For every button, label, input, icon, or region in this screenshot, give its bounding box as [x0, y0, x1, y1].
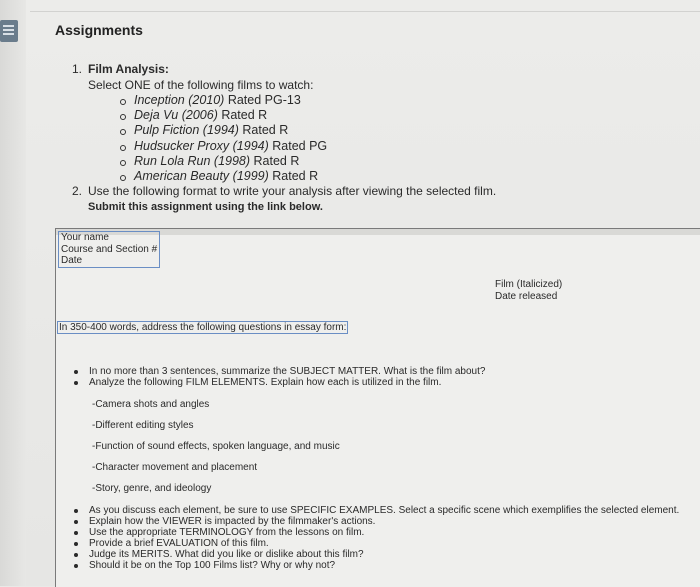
film-item: American Beauty (1999) Rated R: [134, 169, 496, 184]
item1-title: Film Analysis:: [88, 62, 169, 76]
divider: [30, 11, 700, 12]
bullet-icon: [74, 520, 78, 524]
document-icon[interactable]: [0, 20, 18, 42]
bullet-icon: [74, 542, 78, 546]
bullet-icon: [74, 553, 78, 557]
bullet-icon: [74, 381, 78, 385]
bullet-icon: [74, 531, 78, 535]
film-list: [72, 93, 496, 184]
bullet-icon: [74, 509, 78, 513]
bullet-icon: [74, 564, 78, 568]
left-sidebar-strip: [0, 0, 26, 586]
bullet-icon: [74, 370, 78, 374]
film-element: -Story, genre, and ideology: [92, 483, 212, 494]
student-header-block: Your name Course and Section # Date: [58, 231, 160, 268]
film-element: -Different editing styles: [92, 420, 194, 431]
film-element: -Camera shots and angles: [92, 399, 210, 410]
film-element: -Function of sound effects, spoken language, and music: [92, 441, 340, 452]
film-info-block: Film (Italicized) Date released: [495, 279, 563, 302]
submit-instruction: Submit this assignment using the link below.: [88, 201, 323, 213]
page-title: Assignments: [55, 22, 143, 38]
essay-intro: In 350-400 words, address the following questions in essay form:: [59, 322, 347, 333]
film-element: -Character movement and placement: [92, 462, 258, 473]
film-item: Deja Vu (2006) Rated R: [134, 108, 496, 123]
film-item: Pulp Fiction (1994) Rated R: [134, 123, 496, 138]
list-item-2: 2. Use the following format to write your analysis after viewing the selected film.: [72, 184, 497, 199]
format-template-box: Your name Course and Section # Date Film (Italicized) Date released In 350-400 words, address the following questions in essay form: In no more than 3 sentences, summarize the SUBJECT MATTER. What is the film about? Analyze the following FILM ELEMENTS. Explain how each is utilized in the film. -Camera shots and angles -Different editing styles -Function of sound effects, spoken language, and music -Character movement and placement -Story, genre, and ideology As you discuss each element, be sure to use SPECIFIC EXAMPLES. Select a specific scene which exemplifies the selected element. Explain how the VIEWER is impacted by the filmmaker's actions. Use the appropriate TERMINOLOGY from the lessons on film. Provide a brief EVALUATION of this film. Judge its MERITS. What did you like or dislike about this film? Should it be on the Top 100 Films list? Why or why not?: [55, 228, 700, 587]
film-item: Hudsucker Proxy (1994) Rated PG: [134, 139, 496, 154]
item1-instruction: Select ONE of the following films to watch:: [88, 77, 314, 92]
assignment-list: [72, 62, 496, 200]
list-item-1: 1. Film Analysis:: [72, 62, 169, 76]
film-item: Inception (2010) Rated PG-13: [134, 93, 496, 108]
film-item: Run Lola Run (1998) Rated R: [134, 154, 496, 169]
